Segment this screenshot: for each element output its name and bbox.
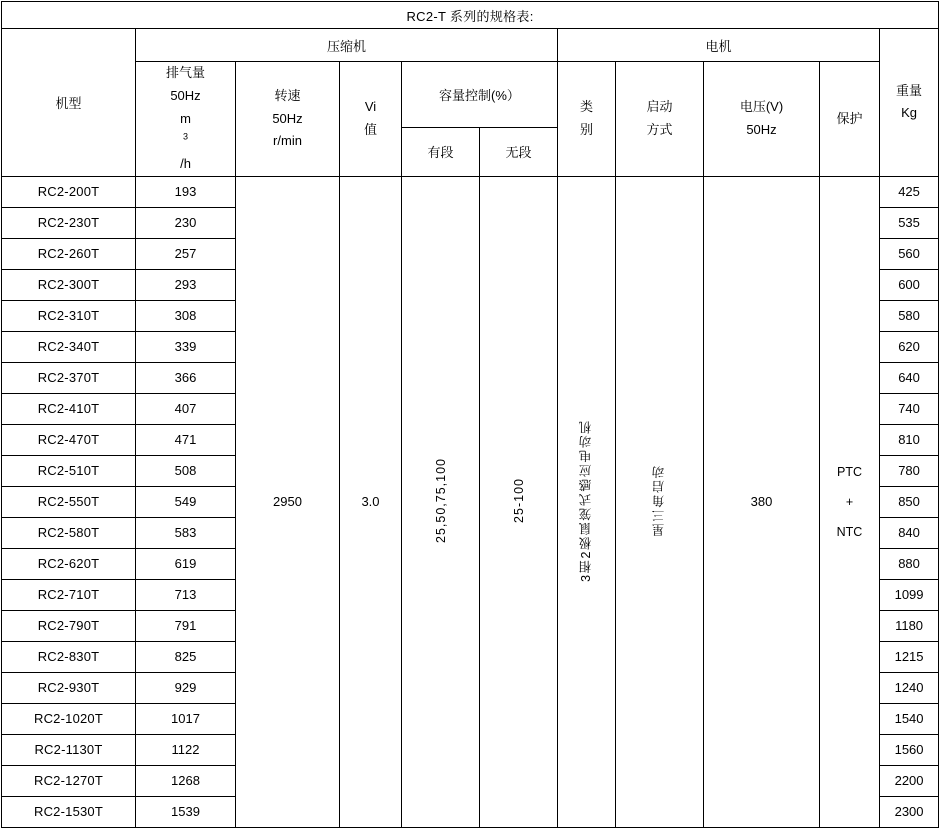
header-voltage-line2: 50Hz [746, 121, 777, 137]
header-capacity-control: 容量控制(%） [402, 62, 558, 128]
cell-model: RC2-230T [2, 207, 136, 238]
cell-motor-type-merged: 3相2极鼠笼式感应电动机 [558, 176, 616, 827]
cell-weight: 580 [880, 300, 939, 331]
cell-capacity-stepped-merged: 25,50,75,100 [402, 176, 480, 827]
header-speed-line3: r/min [273, 133, 302, 149]
cell-protection-merged [820, 176, 880, 827]
cell-model: RC2-260T [2, 238, 136, 269]
cell-displacement: 471 [136, 424, 236, 455]
sub-header-row-1 [2, 62, 939, 128]
cell-displacement: 1122 [136, 734, 236, 765]
cell-model: RC2-410T [2, 393, 136, 424]
header-start-mode-line1: 启动 [646, 99, 673, 115]
cell-model: RC2-1530T [2, 796, 136, 827]
header-type-line2: 别 [579, 121, 593, 137]
cell-model: RC2-790T [2, 610, 136, 641]
cell-displacement: 1539 [136, 796, 236, 827]
cell-model: RC2-930T [2, 672, 136, 703]
header-vi [340, 62, 402, 177]
cell-weight: 880 [880, 548, 939, 579]
header-group-compressor: 压缩机 [136, 29, 558, 62]
cell-weight: 780 [880, 455, 939, 486]
cell-weight: 1215 [880, 641, 939, 672]
cell-displacement: 583 [136, 517, 236, 548]
cell-speed-merged: 2950 [236, 176, 340, 827]
cell-weight: 1240 [880, 672, 939, 703]
cell-weight: 620 [880, 331, 939, 362]
protection-line-1: PTC [837, 464, 862, 479]
cell-model: RC2-1130T [2, 734, 136, 765]
cell-displacement: 293 [136, 269, 236, 300]
header-displacement-line1: 排气量 [165, 65, 205, 80]
header-speed-line1: 转速 [274, 87, 301, 103]
cell-displacement: 825 [136, 641, 236, 672]
cell-model: RC2-340T [2, 331, 136, 362]
header-start-mode-line2: 方式 [646, 121, 673, 137]
header-voltage-line1: 电压(V) [739, 99, 784, 115]
cell-model: RC2-550T [2, 486, 136, 517]
header-type-line1: 类 [579, 99, 593, 115]
spec-sheet [0, 1, 939, 820]
header-voltage [704, 62, 820, 177]
cell-weight: 1180 [880, 610, 939, 641]
table-row [2, 176, 939, 207]
cell-displacement: 407 [136, 393, 236, 424]
group-header-row [2, 29, 939, 62]
cell-model: RC2-300T [2, 269, 136, 300]
cell-weight: 810 [880, 424, 939, 455]
cell-weight: 1099 [880, 579, 939, 610]
header-weight-line2: Kg [901, 105, 918, 121]
cell-displacement: 257 [136, 238, 236, 269]
header-displacement-line2: 50Hz [170, 87, 201, 103]
header-capacity-stepless: 无段 [480, 127, 558, 176]
cell-model: RC2-470T [2, 424, 136, 455]
cell-model: RC2-1270T [2, 765, 136, 796]
header-start-mode [616, 62, 704, 177]
cell-weight: 2300 [880, 796, 939, 827]
cell-weight: 850 [880, 486, 939, 517]
cell-displacement: 549 [136, 486, 236, 517]
sheet-title: RC2-T 系列的规格表: [2, 2, 939, 29]
cell-weight: 600 [880, 269, 939, 300]
cell-model: RC2-370T [2, 362, 136, 393]
cell-displacement: 1017 [136, 703, 236, 734]
cell-model: RC2-1020T [2, 703, 136, 734]
header-speed-line2: 50Hz [272, 110, 303, 126]
cell-displacement: 366 [136, 362, 236, 393]
cell-start-mode-merged: 星三角启动 [616, 176, 704, 827]
cell-displacement: 791 [136, 610, 236, 641]
cell-displacement: 193 [136, 176, 236, 207]
header-displacement [136, 62, 236, 177]
cell-weight: 425 [880, 176, 939, 207]
cell-capacity-stepless-merged: 25-100 [480, 176, 558, 827]
header-model: 机型 [2, 29, 136, 177]
header-vi-line1: Vi [364, 99, 377, 115]
cell-weight: 740 [880, 393, 939, 424]
header-weight-line1: 重量 [896, 82, 923, 98]
cell-model: RC2-310T [2, 300, 136, 331]
cell-model: RC2-580T [2, 517, 136, 548]
cell-displacement: 929 [136, 672, 236, 703]
cell-displacement: 230 [136, 207, 236, 238]
protection-line-3: NTC [836, 524, 863, 539]
protection-line-2: + [845, 494, 854, 509]
cell-voltage-merged: 380 [704, 176, 820, 827]
spec-table [1, 1, 939, 828]
cell-weight: 840 [880, 517, 939, 548]
cell-displacement: 339 [136, 331, 236, 362]
cell-model: RC2-510T [2, 455, 136, 486]
header-vi-line2: 值 [363, 121, 377, 137]
cell-weight: 535 [880, 207, 939, 238]
cell-vi-merged: 3.0 [340, 176, 402, 827]
cell-weight: 640 [880, 362, 939, 393]
header-speed [236, 62, 340, 177]
cell-displacement: 713 [136, 579, 236, 610]
header-group-motor: 电机 [558, 29, 880, 62]
cell-displacement: 619 [136, 548, 236, 579]
cell-model: RC2-830T [2, 641, 136, 672]
cell-model: RC2-620T [2, 548, 136, 579]
cell-displacement: 308 [136, 300, 236, 331]
cell-weight: 1560 [880, 734, 939, 765]
header-weight [880, 29, 939, 177]
cell-model: RC2-200T [2, 176, 136, 207]
cell-weight: 560 [880, 238, 939, 269]
cell-weight: 1540 [880, 703, 939, 734]
title-row [2, 2, 939, 29]
header-displacement-line3: m $^3$ /h [180, 110, 191, 171]
cell-displacement: 1268 [136, 765, 236, 796]
cell-model: RC2-710T [2, 579, 136, 610]
cell-weight: 2200 [880, 765, 939, 796]
cell-displacement: 508 [136, 455, 236, 486]
header-type [558, 62, 616, 177]
header-capacity-stepped: 有段 [402, 127, 480, 176]
header-protection: 保护 [820, 62, 880, 177]
